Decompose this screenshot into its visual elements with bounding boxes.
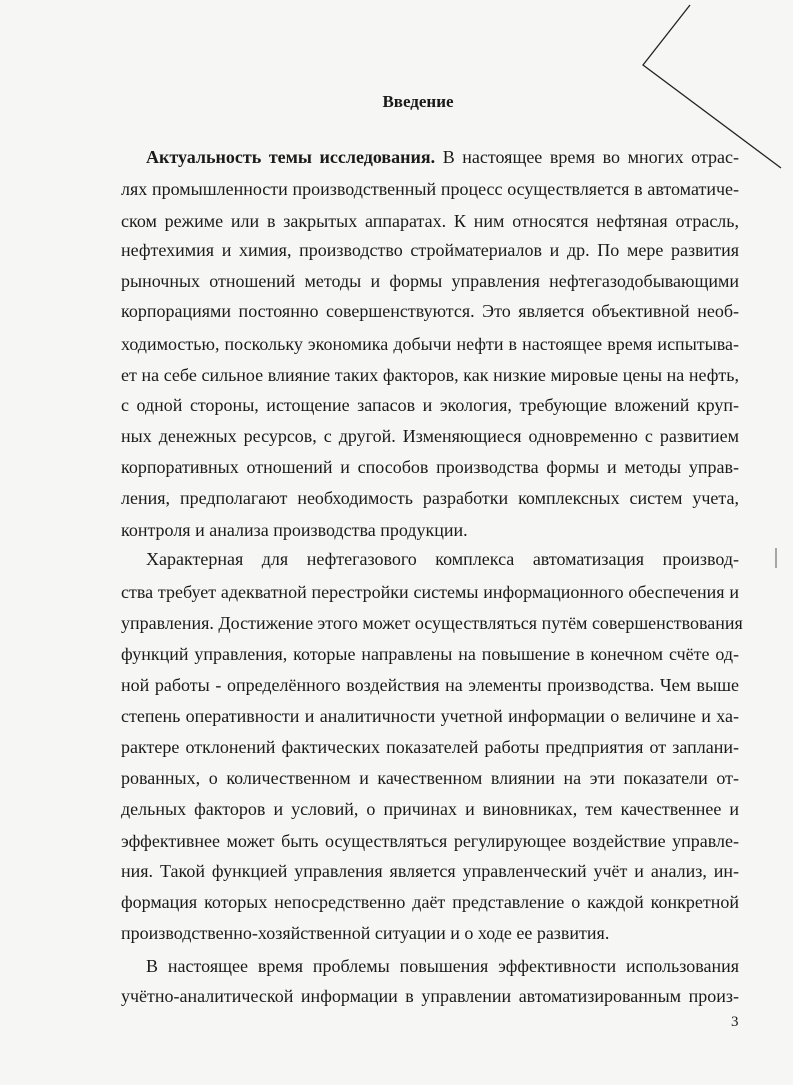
paragraph-3-line-2: учётно-аналитической информации в управлении автоматизированным произ-: [121, 986, 739, 1006]
paragraph-2-line-2: ства требует адекватной перестройки системы информационного обеспечения и: [121, 582, 739, 602]
paragraph-2-line-5: ной работы - определённого воздействия на элементы производства. Чем выше: [121, 675, 739, 695]
paragraph-1-line-1: Актуальность темы исследования. В настоящее время во многих отрас-: [146, 147, 740, 167]
paragraph-2-line-12: формация которых непосредственно даёт представление о каждой конкретной: [121, 892, 739, 912]
paragraph-2-line-3: управления. Достижение этого может осуществляться путём совершенствования: [121, 613, 743, 633]
paragraph-lead: Актуальность темы исследования.: [146, 147, 436, 167]
paragraph-3-line-1: В настоящее время проблемы повышения эффективности использования: [146, 956, 739, 976]
paragraph-1-line-3: ском режиме или в закрытых аппаратах. К ним относятся нефтяная отрасль,: [121, 211, 739, 231]
paragraph-1-line-4: нефтехимия и химия, производство стройматериалов и др. По мере развития: [121, 240, 739, 260]
paragraph-2-line-4: функций управления, которые направлены на повышение в конечном счёте од-: [121, 644, 739, 664]
paragraph-2-line-7: рактере отклонений фактических показателей работы предприятия от заплани-: [121, 737, 739, 757]
paragraph-2-line-8: рованных, о количественном и качественном влиянии на эти показатели от-: [121, 768, 739, 788]
paragraph-1-line-2: лях промышленности производственный процесс осуществляется в автоматиче-: [121, 179, 739, 199]
paragraph-2-line-10: эффективнее может быть осуществляться регулирующее воздействие управле-: [121, 831, 739, 851]
paragraph-2-line-6: степень оперативности и аналитичности учетной информации о величине и ха-: [121, 706, 739, 726]
page-title: Введение: [382, 92, 454, 111]
paragraph-1-line-13: контроля и анализа производства продукции.: [121, 520, 468, 540]
paragraph-2-line-11: ния. Такой функцией управления является управленческий учёт и анализ, ин-: [121, 861, 739, 881]
paragraph-1-line-12: ления, предполагают необходимость разработки комплексных систем учета,: [121, 488, 739, 508]
paragraph-1-line-9: с одной стороны, истощение запасов и экология, требующие вложений круп-: [121, 395, 739, 415]
paragraph-1-line-8: ет на себе сильное влияние таких факторов, как низкие мировые цены на нефть,: [121, 365, 739, 385]
paragraph-2-line-13: производственно-хозяйственной ситуации и о ходе ее развития.: [121, 923, 610, 943]
paragraph-1-line-5: рыночных отношений методы и формы управления нефтегазодобывающими: [121, 271, 739, 291]
paragraph-1-line-6: корпорациями постоянно совершенствуются. Это является объективной необ-: [121, 301, 739, 321]
paragraph-1-line-7: ходимостью, поскольку экономика добычи нефти в настоящее время испытыва-: [121, 334, 739, 354]
page-number: 3: [731, 1014, 739, 1030]
paragraph-1-line-11: корпоративных отношений и способов производства формы и методы управ-: [121, 457, 739, 477]
paragraph-2-line-9: дельных факторов и условий, о причинах и виновниках, тем качественнее и: [121, 799, 739, 819]
paragraph-1-line-10: ных денежных ресурсов, с другой. Изменяющиеся одновременно с развитием: [121, 426, 739, 446]
paragraph-2-line-1: Характерная для нефтегазового комплекса автоматизация производ-: [146, 549, 739, 569]
